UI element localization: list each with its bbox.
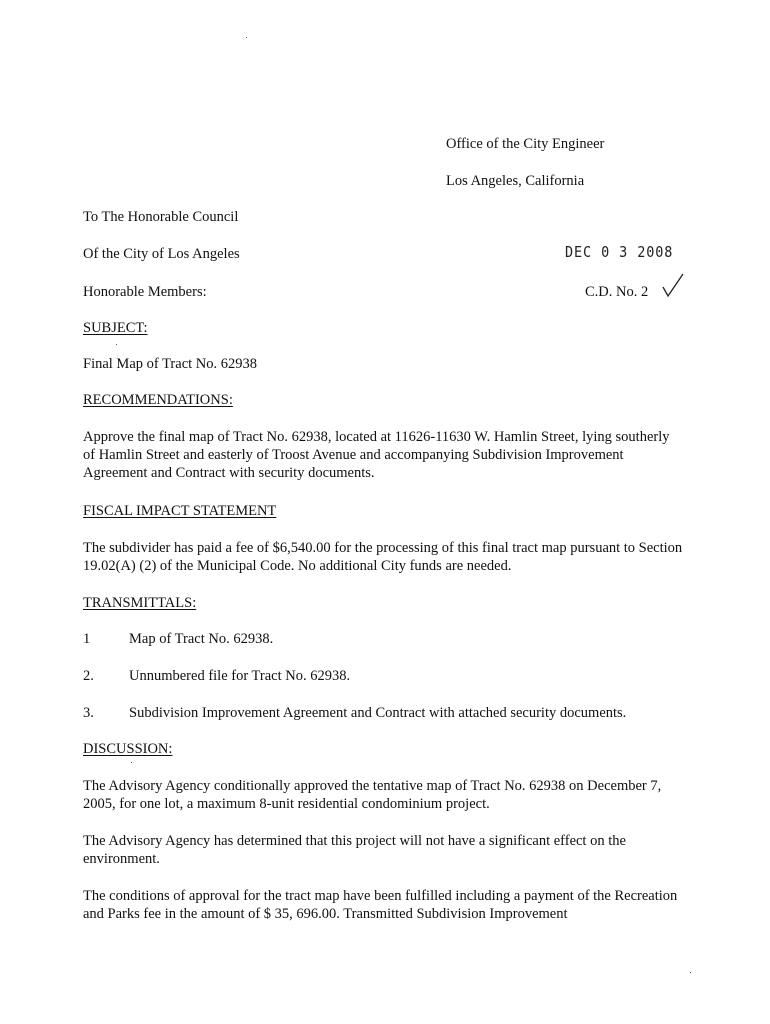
recommendations-text: Approve the final map of Tract No. 62938, located at 11626-11630 W. Hamlin Street, lying southerly of Hamlin Street and easterly of Troost Avenue and accompanying Subdivision Improvement Agreement and Contract with security documents. (83, 429, 670, 481)
date-stamp: DEC 0 3 2008 (565, 243, 674, 261)
subject-heading: SUBJECT: (83, 320, 148, 336)
council-district: C.D. No. 2 (585, 284, 649, 300)
salutation: Honorable Members: (83, 284, 207, 300)
subject-text: Final Map of Tract No. 62938 (83, 356, 257, 372)
transmittal-number: 2. (83, 668, 94, 684)
office-location: Los Angeles, California (446, 173, 585, 189)
discussion-heading: DISCUSSION: (83, 741, 173, 757)
transmittals-heading: TRANSMITTALS: (83, 595, 197, 611)
scan-speck (246, 37, 247, 38)
addressee-line-1: To The Honorable Council (83, 209, 239, 225)
transmittal-item: Unnumbered file for Tract No. 62938. (129, 668, 351, 684)
discussion-paragraph: The Advisory Agency has determined that this project will not have a significant effect on the environment. (83, 833, 626, 867)
scan-speck (116, 344, 117, 345)
office-name: Office of the City Engineer (446, 136, 605, 152)
scan-speck (690, 972, 691, 973)
transmittal-item: Map of Tract No. 62938. (129, 631, 274, 647)
transmittal-number: 1 (83, 631, 91, 647)
addressee-line-2: Of the City of Los Angeles (83, 246, 240, 262)
transmittal-number: 3. (83, 705, 94, 721)
fiscal-text: The subdivider has paid a fee of $6,540.00 for the processing of this final tract map pursuant to Section 19.02(A) (2) of the Municipal Code. No additional City funds are needed. (83, 540, 683, 574)
fiscal-heading: FISCAL IMPACT STATEMENT (83, 503, 277, 519)
checkmark-icon (661, 270, 687, 300)
scan-speck (131, 762, 132, 763)
discussion-paragraph: The Advisory Agency conditionally approved the tentative map of Tract No. 62938 on December 7, 2005, for one lot, a maximum 8-unit residential condominium project. (83, 778, 662, 812)
recommendations-heading: RECOMMENDATIONS: (83, 392, 233, 408)
discussion-paragraph: The conditions of approval for the tract map have been fulfilled including a payment of the Recreation and Parks fee in the amount of $ 35, 696.00. Transmitted Subdivision Improvement (83, 888, 678, 922)
transmittal-item: Subdivision Improvement Agreement and Contract with attached security documents. (129, 705, 627, 721)
